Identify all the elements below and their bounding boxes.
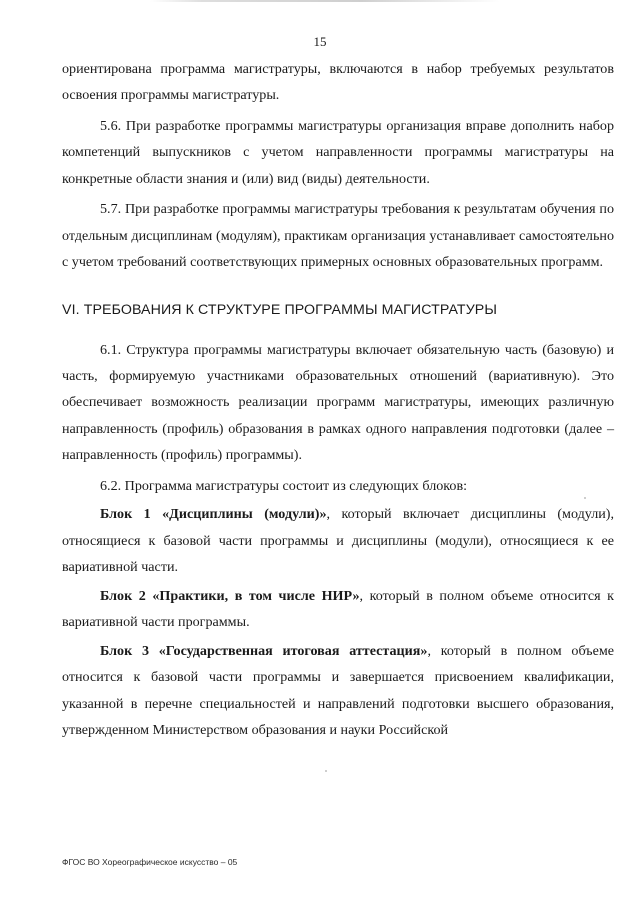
block-1-paragraph — [62, 501, 614, 580]
paragraph-6-1: 6.1. Структура программы магистратуры включает обязательную часть (базовую) и часть, формируемую участниками образовательных отношений (вариативную). Это обеспечивает возможность реализации программ магистратуры, имеющих различную направленность (профиль) образования в рамках одного направления подготовки (далее – направленность (профиль) программы). — [62, 341, 614, 463]
scan-speck — [325, 770, 327, 772]
section-heading: VI. ТРЕБОВАНИЯ К СТРУКТУРЕ ПРОГРАММЫ МАГИСТРАТУРЫ — [62, 302, 498, 319]
paragraph-5-7: 5.7. При разработке программы магистратуры требования к результатам обучения по отдельным дисциплинам (модулям), практикам организация устанавливает самостоятельно с учетом требований соответствующих примерных основных образовательных программ. — [62, 201, 614, 271]
block-3-paragraph — [62, 638, 614, 743]
page-footer: ФГОС ВО Хореографическое искусство – 05 — [62, 857, 238, 867]
block-1-text: , который включает дисциплины (модули), относящиеся к базовой части программы и дисциплины (модули), относящиеся к ее вариативной части. — [62, 506, 614, 576]
paragraph-5-6: 5.6. При разработке программы магистратуры организация вправе дополнить набор компетенций выпускников с учетом направленности программы магистратуры на конкретные области знания и (или) вид (виды) деятельности. — [62, 118, 614, 187]
block-3-text: , который в полном объеме относится к базовой части программы и завершается присвоением квалификации, указанной в перечне специальностей и направлений подготовки высшего образования, утвержденном Министерством образования и науки Российской — [62, 642, 614, 738]
block-2-text: , который в полном объеме относится к вариативной части программы. — [62, 587, 614, 631]
scan-speck — [584, 497, 586, 499]
paragraph-6-2: 6.2. Программа магистратуры состоит из следующих блоков: — [100, 477, 468, 494]
document-body — [62, 56, 614, 743]
block-1-title: Блок 1 «Дисциплины (модули)» — [100, 506, 327, 523]
paragraph-continuation: ориентирована программа магистратуры, включаются в набор требуемых результатов освоения программы магистратуры. — [62, 61, 614, 104]
block-2-paragraph — [62, 583, 614, 636]
block-3-title: Блок 3 «Государственная итоговая аттестация» — [100, 642, 428, 659]
block-2-title: Блок 2 «Практики, в том числе НИР» — [100, 587, 360, 604]
scan-artifact — [150, 0, 500, 2]
page-number: 15 — [313, 34, 327, 49]
